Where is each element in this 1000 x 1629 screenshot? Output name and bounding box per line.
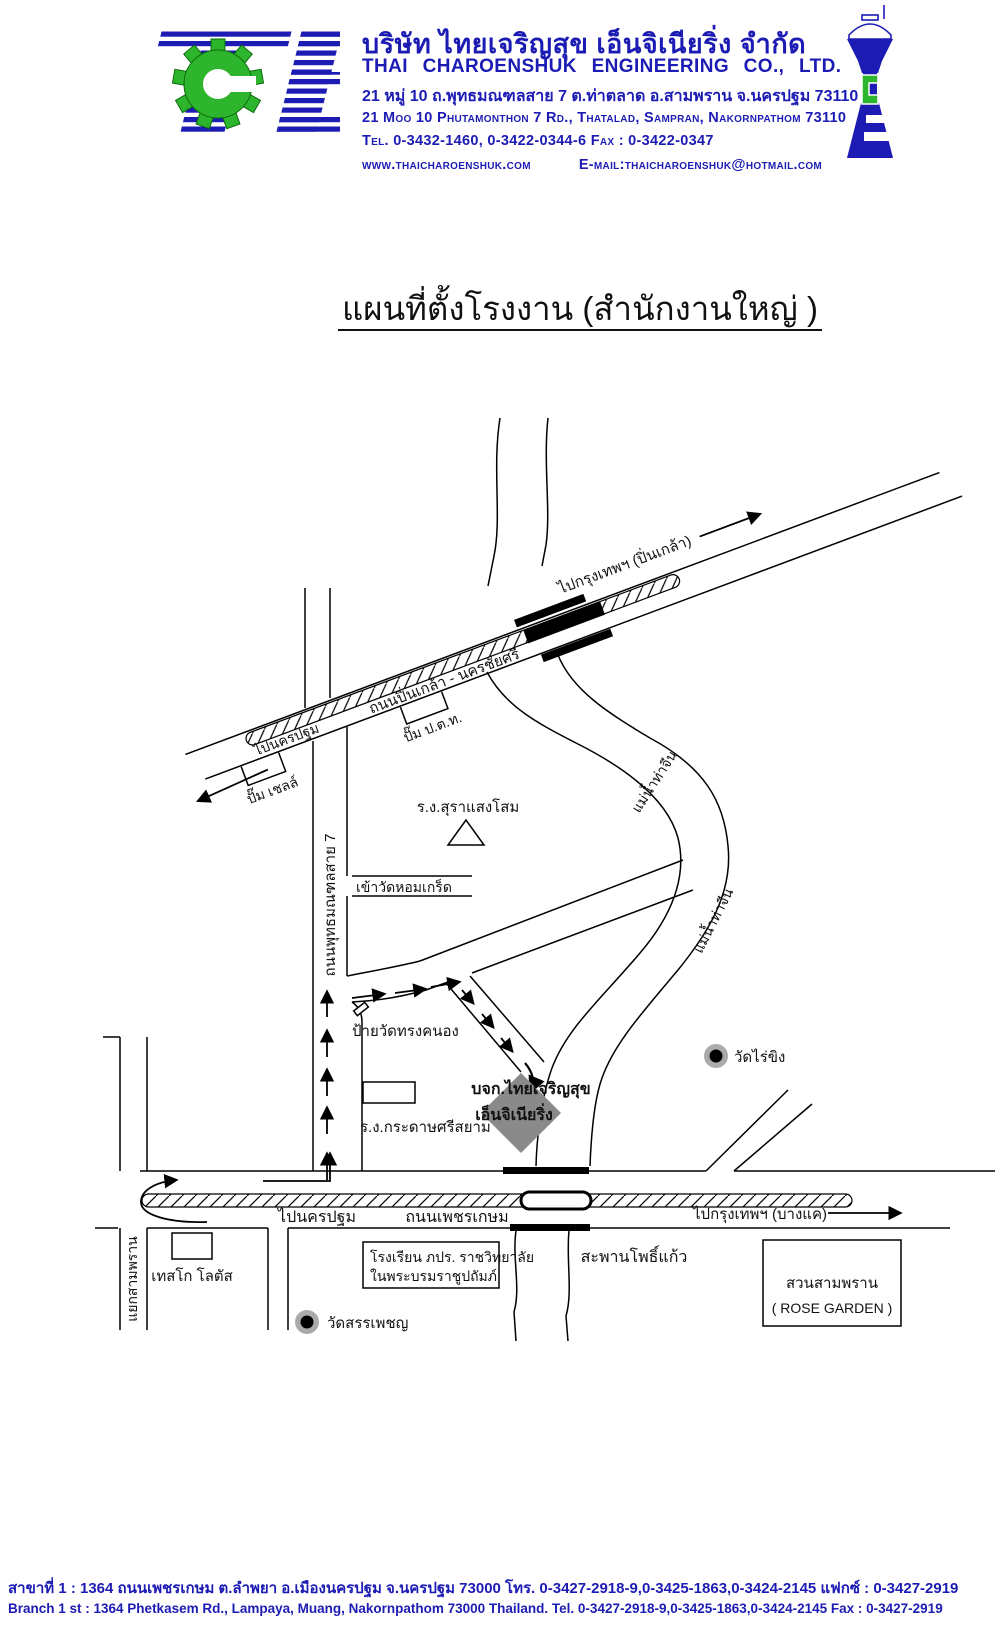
label-rose-garden-en: ( ROSE GARDEN ): [771, 1300, 893, 1316]
page-title: แผนที่ตั้งโรงงาน (สำนักงานใหญ่ ): [160, 282, 1000, 335]
road-phetkasem: [95, 1167, 995, 1231]
label-tesco: เทสโก โลตัส: [151, 1268, 233, 1285]
label-wat-sanphet: วัดสรรเพชญ: [327, 1315, 409, 1332]
river-label-upper: แม่น้ำท่าจีน: [628, 747, 681, 816]
company-name-en: THAI CHAROENSHUK ENGINEERING CO., LTD.: [362, 56, 842, 77]
paper-factory-building: [363, 1082, 415, 1103]
label-to-bangkok-pinklao: ไปกรุงเทพฯ (ปิ่นเกล้า): [556, 532, 694, 598]
river-label-lower: แม่น้ำท่าจีน: [689, 885, 737, 956]
label-to-nakhonpathom-west: ไปนครปฐม: [251, 719, 322, 759]
label-songkhanong-sign: ป้ายวัดทรงคนอง: [352, 1023, 459, 1040]
wat-sanphet-icon: [295, 1310, 319, 1334]
label-phokaew-bridge: สะพานโพธิ์แก้ว: [580, 1249, 688, 1266]
company-email: E-mail:thaicharoenshuk@hotmail.com: [578, 157, 823, 173]
label-school-line1: โรงเรียน ภปร. ราชวิทยาลัย: [370, 1249, 535, 1265]
label-wat-raikhing: วัดไร่ขิง: [734, 1049, 786, 1066]
label-distillery: ร.ง.สุราแสงโสม: [416, 799, 520, 816]
road-median-pinklao: [244, 573, 681, 747]
company-address-th: 21 หมู่ 10 ถ.พุทธมณฑลสาย 7 ต.ท่าตลาด อ.สามพราน จ.นครปฐม 73110: [362, 88, 859, 105]
company-website: www.thaicharoenshuk.com: [362, 157, 531, 173]
label-pump-ptt: ปั๊ม ป.ต.ท.: [401, 709, 464, 746]
label-road-phetkasem: ถนนเพชรเกษม: [405, 1209, 509, 1226]
distillery-triangle-icon: [448, 820, 484, 845]
label-to-bangkok-bangkae: ไปกรุงเทพฯ (บางแค): [693, 1206, 827, 1223]
label-rose-garden-th: สวนสามพราน: [786, 1275, 878, 1292]
company-tel-fax: Tel. 0-3432-1460, 0-3422-0344-6 Fax : 0-3422-0347: [362, 133, 714, 149]
footer-branch-th: สาขาที่ 1 : 1364 ถนนเพชรเกษม ต.ลำพยา อ.เมืองนครปฐม จ.นครปฐม 73000 โทร. 0-3427-2918-9,0-3425-1863,0-3424-2145 แฟกซ์ : 0-3427-2919: [8, 1580, 959, 1597]
wat-raikhing-icon: [704, 1044, 728, 1068]
lane-to-factory: [446, 976, 544, 1072]
label-road-pinklao: ถนนปิ่นเกล้า - นครชัยศรี: [366, 645, 522, 718]
label-school-line2: ในพระบรมราชูปถัมภ์: [370, 1268, 498, 1284]
label-wat-homkret: เข้าวัดหอมเกร็ด: [356, 879, 452, 895]
road-to-river: [420, 860, 693, 990]
label-sampran-junction: แยกสามพราน: [124, 1236, 140, 1322]
phetkasem-bridge-pill: [521, 1192, 591, 1209]
label-pump-shell: ปั๊ม เชลล์: [244, 773, 301, 808]
label-company-line1: บจก.ไทยเจริญสุข: [471, 1081, 591, 1098]
footer-branch-en: Branch 1 st : 1364 Phetkasem Rd., Lampaya, Muang, Nakornpathom 73000 Thailand. Tel. 0-3427-2918-9,0-3425-1863,0-3424-2145 Fax : 0-3427-2919: [8, 1601, 943, 1616]
label-to-nakhonpathom-phetkasem: ไปนครปฐม: [278, 1209, 356, 1226]
arrow-to-bangkok-pinklao: [700, 514, 760, 536]
company-address-en: 21 Moo 10 Phutamonthon 7 Rd., Thatalad, Sampran, Nakornpathom 73110: [362, 110, 847, 126]
road-southeast-diagonal: [706, 1090, 812, 1171]
tesco-building: [172, 1233, 212, 1259]
label-road-sai7: ถนนพุทธมณฑลสาย 7: [322, 833, 339, 977]
company-name-th: บริษัท ไทยเจริญสุข เอ็นจิเนียริ่ง จำกัด: [362, 29, 807, 59]
label-company-line2: เอ็นจิเนียริ่ง: [475, 1107, 553, 1124]
road-pinklao-nakhonchaisi: [169, 435, 976, 823]
label-paper-factory: ร.ง.กระดาษศรีสยาม: [360, 1119, 491, 1136]
